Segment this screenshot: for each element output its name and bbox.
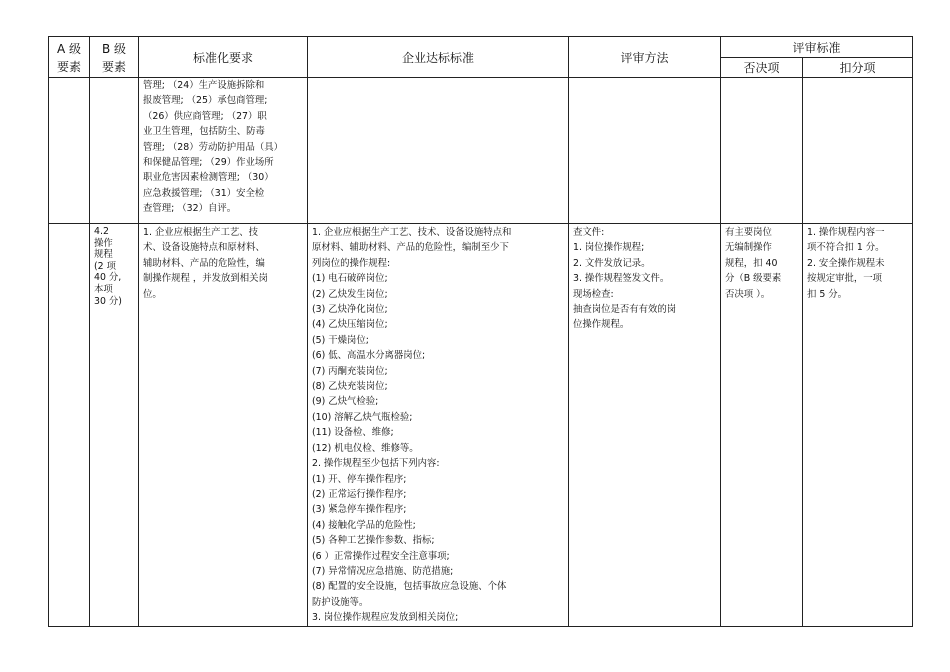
table-row bbox=[49, 78, 913, 224]
header-row-top bbox=[49, 37, 913, 58]
standards-table bbox=[48, 36, 913, 627]
table-row bbox=[49, 224, 913, 627]
row-1-standard-requirement: 管理; （24）生产设施拆除和 报废管理; （25）承包商管理; （26）供应商管理; （27）职 业卫生管理，包括防尘、防毒 管理; （28）劳动防护用品（具） 和保健品管理; （29）作业场所 职业危害因素检测管理; （30） 应急救援管理; （31）安全检 查管理; （32）自评。 bbox=[139, 78, 308, 224]
header-b-level-line-2: 要素 bbox=[101, 59, 126, 74]
row-2-deduction-item: 1. 操作规程内容一 项不符合扣 1 分。 2. 安全操作规程未 按规定审批，一项 扣 5 分。 bbox=[803, 224, 913, 627]
row-1-review-method bbox=[569, 78, 721, 224]
header-review-method: 评审方法 bbox=[569, 37, 721, 78]
row-2-standard-requirement: 1. 企业应根据生产工艺、技 术、设备设施特点和原材料、 辅助材料、产品的危险性，编 制操作规程 ，并发放到相关岗 位。 bbox=[139, 224, 308, 627]
header-a-level-line-1: A 级 bbox=[56, 41, 82, 56]
row-1-deduction-item bbox=[803, 78, 913, 224]
row-2-review-method: 查文件: 1. 岗位操作规程; 2. 文件发放记录。 3. 操作规程签发文件。 现场检查: 抽查岗位是否有有效的岗 位操作规程。 bbox=[569, 224, 721, 627]
header-b-level-line-1: B 级 bbox=[101, 41, 127, 56]
row-2-b-level: 4.2 操作 规程 (2 项 40 分, 本项 30 分) bbox=[90, 224, 139, 627]
row-1-veto-item bbox=[721, 78, 803, 224]
row-2-a-level bbox=[49, 224, 90, 627]
row-1-enterprise-standard bbox=[308, 78, 569, 224]
header-deduction-item: 扣分项 bbox=[803, 58, 913, 78]
header-a-level-line-2: 要素 bbox=[56, 59, 81, 74]
header-a-level bbox=[49, 37, 90, 78]
header-b-level bbox=[90, 37, 139, 78]
header-veto-item: 否决项 bbox=[721, 58, 803, 78]
header-standard-requirement: 标准化要求 bbox=[139, 37, 308, 78]
row-1-a-level bbox=[49, 78, 90, 224]
header-review-criteria: 评审标准 bbox=[721, 37, 913, 58]
row-2-veto-item: 有主要岗位 无编制操作 规程，扣 40 分（B 级要素 否决项 ）。 bbox=[721, 224, 803, 627]
row-2-enterprise-standard: 1. 企业应根据生产工艺、技术、设备设施特点和 原材料、辅助材料、产品的危险性，编制至少下 列岗位的操作规程: (1) 电石破碎岗位; (2) 乙炔发生岗位; (3) 乙炔净化岗位; (4) 乙炔压缩岗位; (5) 干燥岗位; (6) 低、高温水分离器岗位; (7) 丙酮充装岗位; (8) 乙炔充装岗位; (9) 乙炔气检验; (10) 溶解乙炔气瓶检验; (11) 设备检、维修; (12) 机电仪检、维修等。 2. 操作规程至少包括下列内容: (1) 开、停车操作程序; (2) 正常运行操作程序; (3) 紧急停车操作程序; (4) 接触化学品的危险性; (5) 各种工艺操作参数、指标; (6 ）正常操作过程安全注意事项; (7) 异常情况应急措施、防范措施; (8) 配置的安全设施，包括事故应急设施、个体 防护设施等。 3. 岗位操作规程应发放到相关岗位; bbox=[308, 224, 569, 627]
standards-table-container bbox=[48, 36, 912, 627]
row-1-b-level bbox=[90, 78, 139, 224]
header-enterprise-standard: 企业达标标准 bbox=[308, 37, 569, 78]
